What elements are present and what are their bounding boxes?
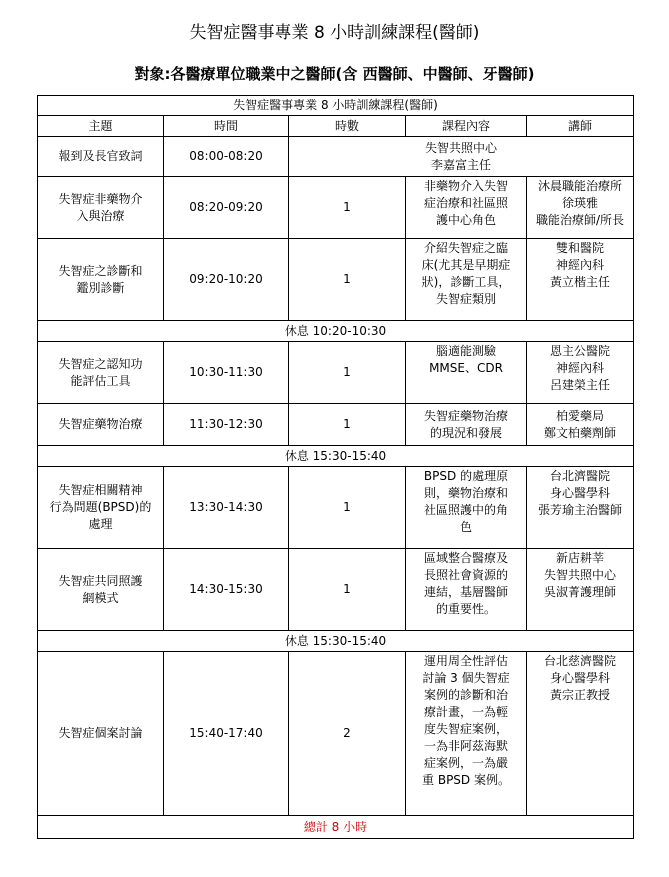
time-cell: 14:30-15:30 [164,549,289,631]
header-row [38,116,634,137]
hours-cell: 2 [289,652,406,816]
time-cell: 10:30-11:30 [164,342,289,404]
time-cell: 08:00-08:20 [164,137,289,177]
time-cell: 08:20-09:20 [164,177,289,239]
lecturer-cell: 台北濟醫院 身心醫學科 張芳瑜主治醫師 [527,467,634,549]
speaker-cell: 失智共照中心 李嘉富主任 [289,137,634,177]
header-lecturer: 講師 [527,116,634,137]
lecturer-cell: 新店耕莘 失智共照中心 吳淑菁護理師 [527,549,634,631]
schedule-table [37,95,634,839]
content-cell: 失智症藥物治療 的現況和發展 [406,404,527,446]
table-row [38,404,634,446]
break-label: 休息 15:30-15:40 [38,446,634,467]
time-cell: 13:30-14:30 [164,467,289,549]
audience-line: 對象:各醫療單位職業中之醫師(含 西醫師、中醫師、牙醫師) [134,65,535,83]
topic-cell: 報到及長官致詞 [38,137,164,177]
content-cell: 運用周全性評估 討論 3 個失智症 案例的診斷和治 療計畫，一為輕 度失智症案例， 一為非阿茲海默 症案例，一為嚴 重 BPSD 案例。 [406,652,527,816]
break-row [38,631,634,652]
header-hours: 時數 [289,116,406,137]
table-row [38,342,634,404]
table-row [38,652,634,816]
content-cell: 介紹失智症之臨 床(尤其是早期症 狀)，診斷工具， 失智症類別 [406,239,527,321]
table-row [38,239,634,321]
content-cell: 腦適能測驗 MMSE、CDR [406,342,527,404]
hours-cell: 1 [289,549,406,631]
hours-cell: 1 [289,467,406,549]
content-cell: BPSD 的處理原 則，藥物治療和 社區照護中的角 色 [406,467,527,549]
hours-cell: 1 [289,239,406,321]
lecturer-cell: 恩主公醫院 神經內科 呂建榮主任 [527,342,634,404]
topic-cell: 失智症相關精神 行為問題(BPSD)的 處理 [38,467,164,549]
time-cell: 15:40-17:40 [164,652,289,816]
topic-cell: 失智症共同照護 網模式 [38,549,164,631]
lecturer-cell: 沐晨職能治療所 徐瑛雅 職能治療師/所長 [527,177,634,239]
table-caption: 失智症醫事專業 8 小時訓練課程(醫師) [38,96,634,116]
content-cell: 非藥物介入失智 症治療和社區照 護中心角色 [406,177,527,239]
table-row [38,549,634,631]
header-time: 時間 [164,116,289,137]
total-row [38,816,634,839]
topic-cell: 失智症之診斷和 鑑別診斷 [38,239,164,321]
break-label: 休息 10:20-10:30 [38,321,634,342]
break-row [38,446,634,467]
header-topic: 主題 [38,116,164,137]
hours-cell: 1 [289,342,406,404]
topic-cell: 失智症之認知功 能評估工具 [38,342,164,404]
break-label: 休息 15:30-15:40 [38,631,634,652]
document-title: 失智症醫事專業 8 小時訓練課程(醫師) [189,23,480,43]
table-row [38,467,634,549]
table-row [38,177,634,239]
topic-cell: 失智症個案討論 [38,652,164,816]
time-cell: 09:20-10:20 [164,239,289,321]
topic-cell: 失智症藥物治療 [38,404,164,446]
content-cell: 區域整合醫療及 長照社會資源的 連結，基層醫師 的重要性。 [406,549,527,631]
lecturer-cell: 台北慈濟醫院 身心醫學科 黃宗正教授 [527,652,634,816]
header-content: 課程內容 [406,116,527,137]
table-row [38,137,634,177]
lecturer-cell: 柏愛藥局 鄭文柏藥劑師 [527,404,634,446]
hours-cell: 1 [289,404,406,446]
lecturer-cell: 雙和醫院 神經內科 黃立楷主任 [527,239,634,321]
time-cell: 11:30-12:30 [164,404,289,446]
topic-cell: 失智症非藥物介 入與治療 [38,177,164,239]
total-label: 總計 8 小時 [38,816,634,839]
break-row [38,321,634,342]
hours-cell: 1 [289,177,406,239]
